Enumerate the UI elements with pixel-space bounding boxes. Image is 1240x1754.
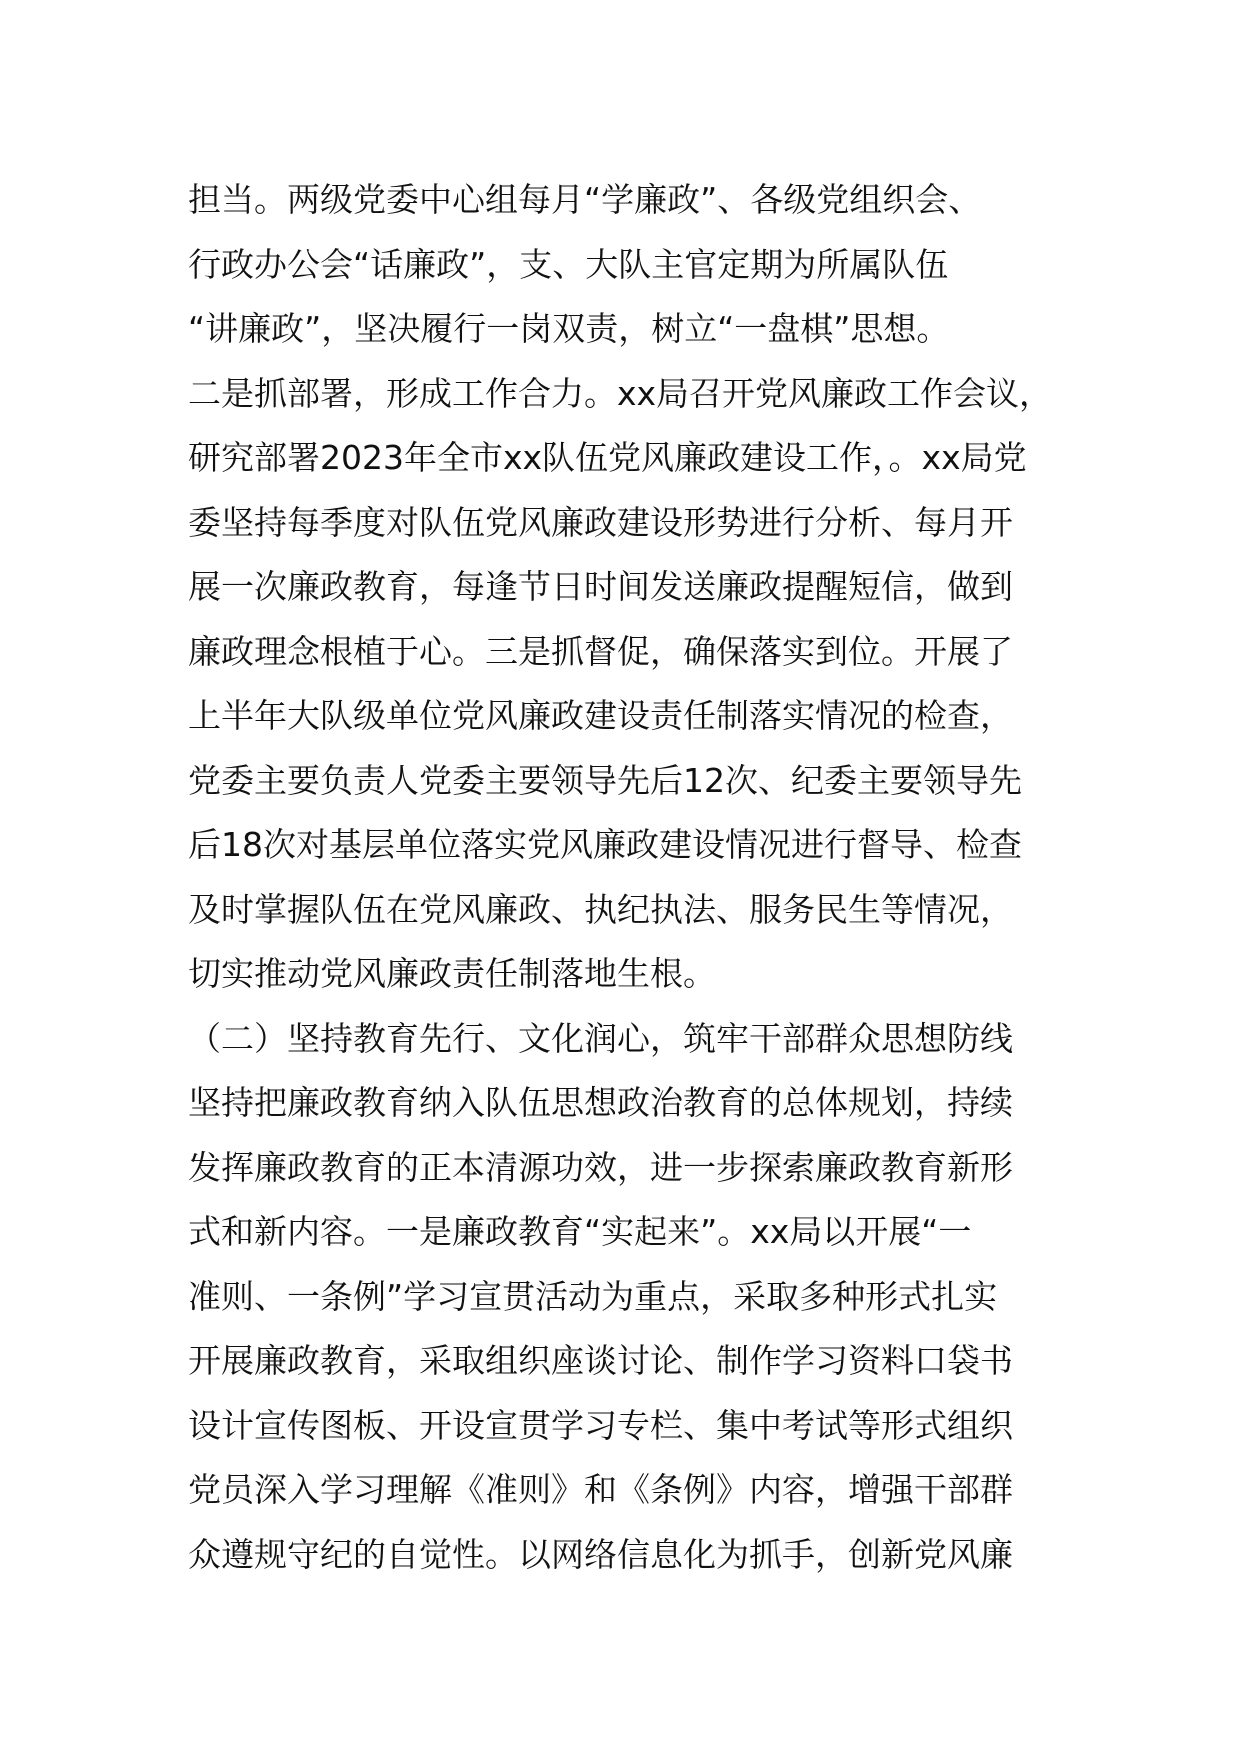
text-line: 式和新内容。一是廉政教育“实起来”。xx局以开展“一 [188,1212,972,1251]
text-line: 切实推动党风廉政责任制落地生根。 [188,954,716,993]
text-line: 党委主要负责人党委主要领导先后12次、纪委主要领导先 [188,760,1022,800]
text-line: “讲廉政”，坚决履行一岗双责，树立“一盘棋”思想。 [188,309,950,348]
text-line: 发挥廉政教育的正本清源功效，进一步探索廉政教育新形 [188,1147,1013,1187]
text-line: 委坚持每季度对队伍党风廉政建设形势进行分析、每月开 [188,502,1013,542]
text-line: 展一次廉政教育，每逢节日时间发送廉政提醒短信，做到 [188,567,1013,606]
text-line: 后18次对基层单位落实党风廉政建设情况进行督导、检查 [188,825,1022,864]
text-line: 坚持把廉政教育纳入队伍思想政治教育的总体规划，持续 [188,1083,1013,1122]
text-line: 开展廉政教育，采取组织座谈讨论、制作学习资料口袋书 [188,1341,1013,1380]
text-line: 上半年大队级单位党风廉政建设责任制落实情况的检查， [188,696,1013,735]
body-text [188,168,1108,1587]
text-line: 行政办公会“话廉政”，支、大队主官定期为所属队伍 [188,244,949,284]
text-line: 准则、一条例”学习宣贯活动为重点，采取多种形式扎实 [188,1276,998,1316]
text-line: 及时掌握队伍在党风廉政、执纪执法、服务民生等情况， [188,889,1013,929]
text-line: 党员深入学习理解《准则》和《条例》内容，增强干部群 [188,1470,1013,1509]
text-line: 廉政理念根植于心。三是抓督促，确保落实到位。开展了 [188,631,1013,671]
text-line: 众遵规守纪的自觉性。以网络信息化为抓手，创新党风廉 [188,1534,1013,1574]
text-line: 担当。两级党委中心组每月“学廉政”、各级党组织会、 [188,180,982,219]
text-line: 设计宣传图板、开设宣贯学习专栏、集中考试等形式组织 [188,1405,1013,1445]
section-heading: （二）坚持教育先行、文化润心，筑牢干部群众思想防线 [188,1018,1013,1058]
text-line: 研究部署2023年全市xx队伍党风廉政建设工作，。xx局党 [188,438,1027,477]
text-line: 二是抓部署，形成工作合力。xx局召开党风廉政工作会议， [188,373,1053,413]
